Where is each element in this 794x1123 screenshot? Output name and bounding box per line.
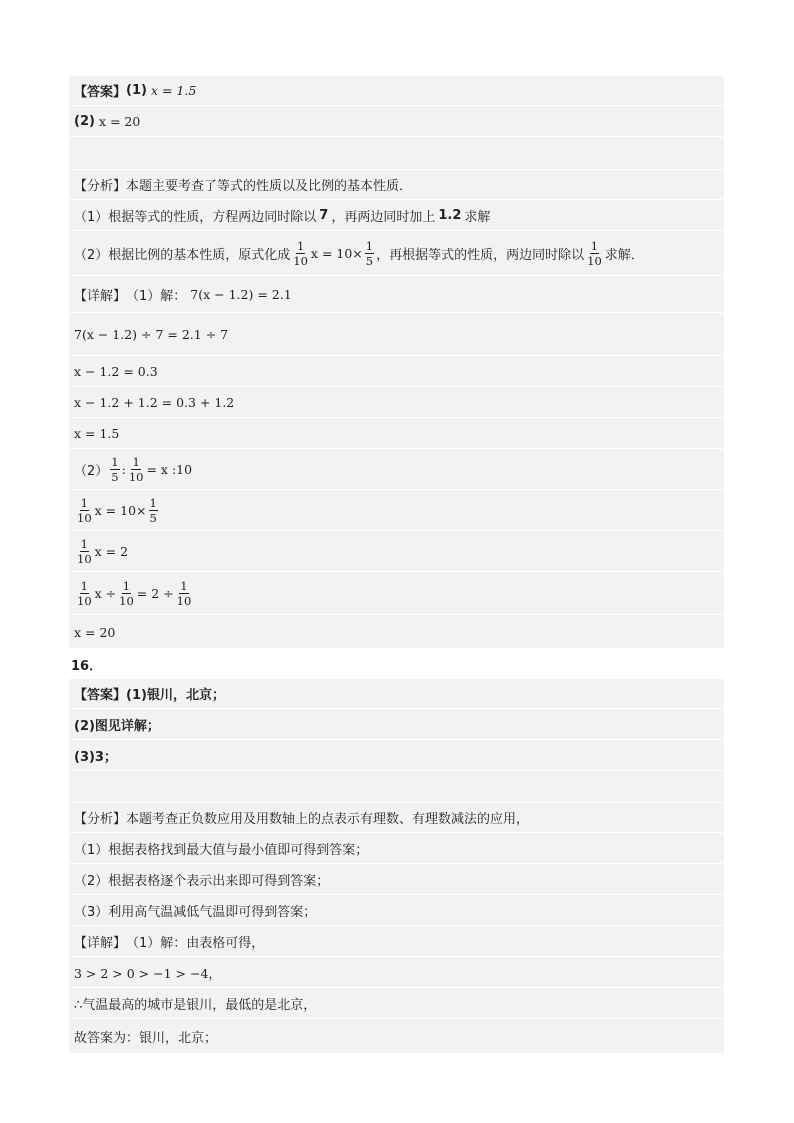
answer-2: (2)图见详解；	[74, 719, 160, 734]
q16-answer-2-row	[69, 710, 724, 740]
inequality: 3 > 2 > 0 > −1 > −4，	[74, 965, 221, 981]
analysis-2-text-2: ，再根据等式的性质，两边同时除以	[376, 248, 585, 263]
answer-label: 【答案】	[74, 85, 127, 100]
answer-2-math: x = 20	[98, 114, 141, 129]
ratio-colon: :	[121, 462, 126, 477]
analysis-1-num-2: 1.2	[438, 208, 462, 223]
fraction: $\frac{1}{10}$	[176, 579, 192, 608]
equation-step: 7(x − 1.2) = 2.1	[190, 287, 292, 302]
q15-step-row	[69, 388, 724, 418]
detail-text: （1）解：	[126, 289, 187, 304]
q16-analysis-1-row	[69, 834, 724, 864]
equation-step: x = 2	[94, 544, 129, 559]
q15-step-row	[69, 573, 724, 615]
equation-step: 7(x − 1.2) ÷ 7 = 2.1 ÷ 7	[74, 327, 229, 342]
q16-solution-block	[69, 679, 724, 1053]
analysis-1-text-2: ，再两边同时加上	[331, 210, 436, 225]
analysis-2-math: x = 10×	[310, 246, 363, 261]
detail-label: 【详解】	[74, 936, 127, 951]
fraction: $\frac{1}{5}$	[365, 239, 374, 268]
q16-detail-row	[69, 927, 724, 957]
analysis-3-text: （3）利用高气温减低气温即可得到答案；	[74, 905, 317, 920]
q15-analysis-1-row	[69, 201, 724, 231]
q15-step-row	[69, 532, 724, 572]
answer-1-math: x = 1.5	[150, 83, 197, 98]
q15-solution-block	[69, 76, 724, 648]
fraction: $\frac{1}{10}$	[77, 579, 92, 608]
q15-answer-1-row	[69, 76, 724, 106]
fraction: $\frac{1}{5}$	[111, 455, 119, 484]
fraction: $\frac{1}{10}$	[77, 496, 92, 525]
fraction: $\frac{1}{10}$	[293, 239, 308, 268]
q15-detail-row	[69, 277, 724, 313]
q15-step-row	[69, 419, 724, 449]
conclusion-text: ∴气温最高的城市是银川，最低的是北京，	[74, 998, 317, 1013]
analysis-2-text-3: 求解．	[604, 248, 644, 263]
equation-step: x ÷	[94, 586, 117, 601]
q15-answer-2-row	[69, 107, 724, 137]
fraction: $\frac{1}{10}$	[587, 239, 602, 268]
q16-analysis-3-row	[69, 896, 724, 926]
equation-step-2: = 2 ÷	[136, 586, 174, 601]
q15-analysis-row	[69, 170, 724, 200]
analysis-text: 本题考查正负数应用及用数轴上的点表示有理数、有理数减法的应用，	[126, 812, 530, 827]
q15-step-row	[69, 616, 724, 648]
fraction: $\frac{1}{10}$	[119, 579, 134, 608]
analysis-1-num: 7	[319, 208, 329, 223]
q15-blank-row	[69, 138, 724, 170]
analysis-1-text-3: 求解	[464, 210, 491, 225]
q15-step-row	[69, 491, 724, 531]
q15-step-row	[69, 357, 724, 387]
q15-ratio-row	[69, 450, 724, 490]
answer-2-prefix: (2)	[74, 114, 95, 129]
equation-step: x = 20	[74, 624, 116, 640]
ratio-tail: = x :10	[146, 462, 193, 477]
analysis-1-text: （1）根据表格找到最大值与最小值即可得到答案；	[74, 843, 369, 858]
analysis-1-text: （1）根据等式的性质，方程两边同时除以	[74, 210, 317, 225]
equation-step: x − 1.2 + 1.2 = 0.3 + 1.2	[74, 395, 235, 410]
fraction: $\frac{1}{10}$	[128, 455, 144, 484]
q16-ineq-row	[69, 958, 724, 988]
answer-3: (3)3；	[74, 750, 117, 765]
part-2-prefix: （2）	[74, 464, 109, 479]
answer-1: (1)银川，北京；	[126, 688, 225, 703]
q16-analysis-row	[69, 803, 724, 833]
q16-answer-3-row	[69, 741, 724, 771]
q16-blank-row	[69, 772, 724, 803]
answer-label: 【答案】	[74, 688, 127, 703]
q16-final-row	[69, 1020, 724, 1053]
q16-conclusion-row	[69, 989, 724, 1019]
analysis-text: 本题主要考查了等式的性质以及比例的基本性质．	[126, 179, 413, 194]
analysis-2-text: （2）根据比例的基本性质，原式化成	[74, 248, 291, 263]
question-number: 16．	[71, 659, 103, 674]
equation-step: x − 1.2 = 0.3	[74, 364, 158, 379]
analysis-label: 【分析】	[74, 812, 127, 827]
q15-analysis-2-row	[69, 232, 724, 276]
answer-1-prefix: (1)	[126, 83, 147, 98]
q16-analysis-2-row	[69, 865, 724, 895]
final-answer-text: 故答案为：银川，北京；	[74, 1031, 218, 1046]
analysis-label: 【分析】	[74, 179, 127, 194]
analysis-2-text: （2）根据表格逐个表示出来即可得到答案；	[74, 874, 330, 889]
detail-label: 【详解】	[74, 289, 127, 304]
equation-step: x = 1.5	[74, 426, 120, 441]
q15-step-row	[69, 314, 724, 356]
fraction: $\frac{1}{5}$	[149, 496, 157, 525]
fraction: $\frac{1}{10}$	[77, 537, 92, 566]
q16-answer-1-row	[69, 679, 724, 709]
equation-step: x = 10×	[94, 503, 147, 518]
detail-text: （1）解：由表格可得，	[126, 936, 265, 951]
